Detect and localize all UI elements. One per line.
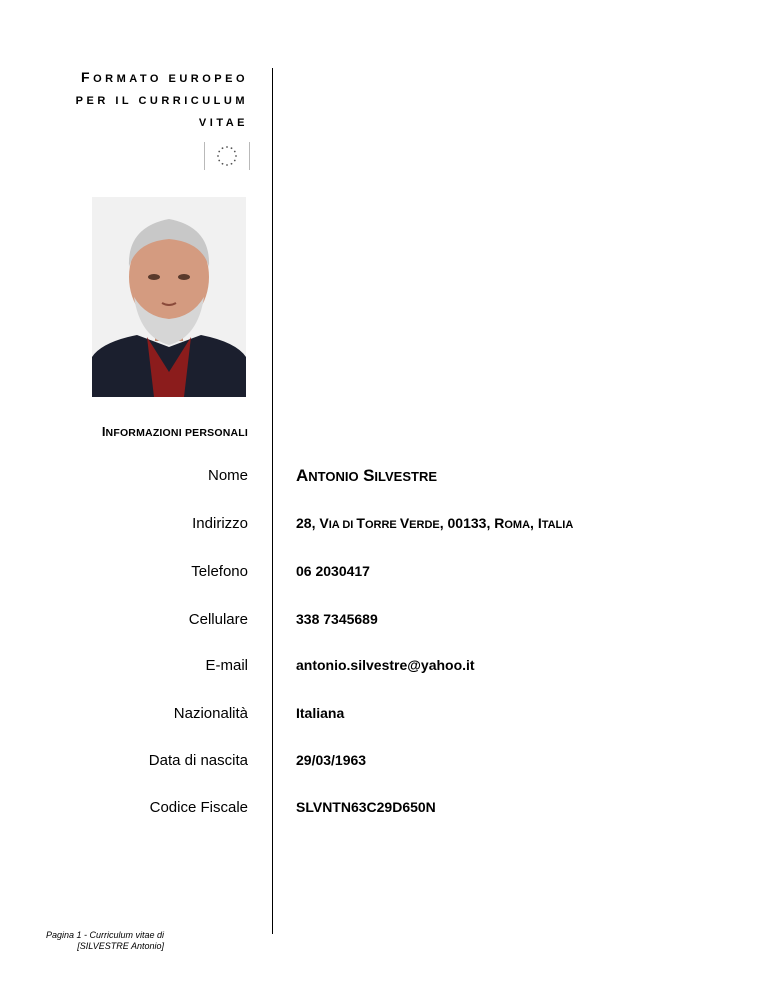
flag-star [222,163,224,165]
label-email: E-mail [205,657,248,674]
flag-star [235,155,237,157]
flag-star [218,151,220,153]
label-cellulare: Cellulare [188,611,248,628]
header-line-1: FORMATO EUROPEO [81,69,248,85]
label-indirizzo: Indirizzo [192,515,248,532]
vertical-divider [272,68,273,934]
value-indirizzo: 28, VIA DI TORRE VERDE, 00133, ROMA, ITALIA [296,515,574,531]
label-codice-fiscale: Codice Fiscale [149,799,248,816]
value-cellulare: 338 7345689 [296,611,378,627]
flag-star [234,160,236,162]
value-codice-fiscale: SLVNTN63C29D650N [296,799,436,815]
value-nazionalita: Italiana [296,705,345,721]
flag-star [222,147,224,149]
value-email[interactable]: antonio.silvestre@yahoo.it [296,657,475,673]
section-title-personal-info: INFORMAZIONI PERSONALI [101,424,248,439]
value-nome: ANTONIO SILVESTRE [296,466,438,485]
flag-star [226,146,228,148]
cv-header [76,66,248,134]
flag-star [218,160,220,162]
header-line-3: VITAE [198,117,248,129]
page-footer [46,930,164,952]
flag-star [231,147,233,149]
footer-line-1: Pagina 1 - Curriculum vitae di [45,930,164,940]
eu-flag-icon [204,142,250,170]
flag-star [231,163,233,165]
profile-photo [92,197,246,397]
label-nome: Nome [207,467,248,484]
footer-line-2: [SILVESTRE Antonio] [77,941,164,951]
value-data-nascita: 29/03/1963 [296,752,367,768]
flag-star [226,164,228,166]
header-line-2: PER IL CURRICULUM [75,95,248,107]
flag-star [234,151,236,153]
flag-star [217,155,219,157]
label-data-nascita: Data di nascita [148,752,248,769]
value-telefono: 06 2030417 [296,563,370,579]
label-nazionalita: Nazionalità [173,705,248,722]
label-telefono: Telefono [191,563,248,580]
